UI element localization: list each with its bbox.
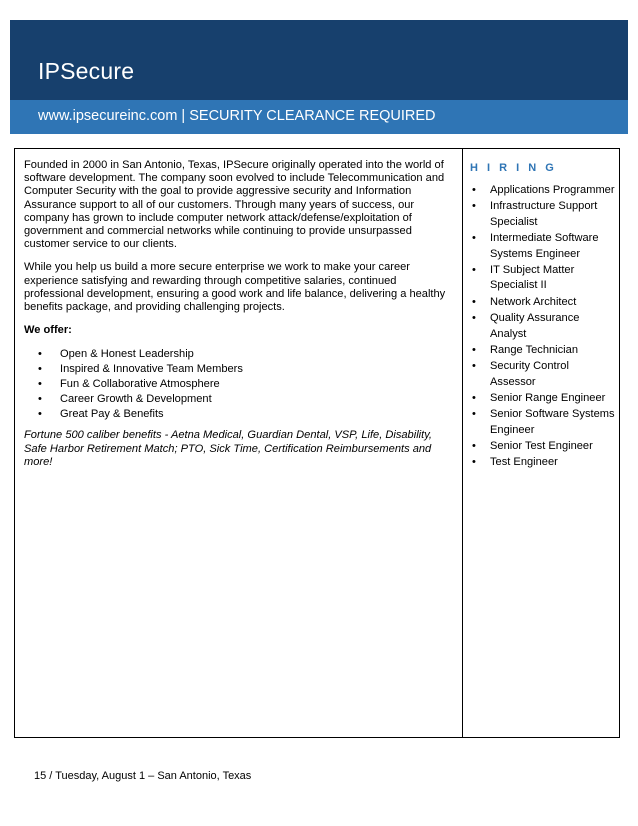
bullet-icon: • <box>472 359 476 372</box>
hiring-list <box>470 183 615 471</box>
benefits-paragraph: Fortune 500 caliber benefits - Aetna Medical, Guardian Dental, VSP, Life, Disability, Safe Harbor Retirement Match; PTO, Sick Time, Certification Reimbursements and more! <box>24 429 433 468</box>
header-banner <box>10 20 628 100</box>
bullet-icon: • <box>472 263 476 276</box>
bullet-icon: • <box>38 363 42 376</box>
job-item <box>470 311 615 342</box>
job-item <box>470 455 615 471</box>
bullet-icon: • <box>472 199 476 212</box>
offer-list <box>24 347 450 421</box>
hiring-sidebar <box>470 161 615 471</box>
bullet-icon: • <box>472 183 476 196</box>
column-divider <box>462 149 463 737</box>
bullet-icon: • <box>472 439 476 452</box>
job-item <box>470 199 615 230</box>
job-item <box>470 407 615 438</box>
job-item-label: Infrastructure Support Specialist <box>490 199 598 228</box>
job-item <box>470 183 615 199</box>
job-item-label: Network Architect <box>490 295 577 308</box>
job-item-label: Senior Test Engineer <box>490 439 593 452</box>
company-title: IPSecure <box>38 58 135 84</box>
job-item-label: Range Technician <box>490 343 578 356</box>
bullet-icon: • <box>472 231 476 244</box>
offer-item <box>24 407 450 422</box>
job-item <box>470 295 615 311</box>
bullet-icon: • <box>472 391 476 404</box>
subtitle-text: www.ipsecureinc.com | SECURITY CLEARANCE REQUIRED <box>38 108 436 124</box>
subtitle-bar <box>10 100 628 134</box>
job-item <box>470 439 615 455</box>
offer-item-label: Career Growth & Development <box>60 392 212 405</box>
offer-item-label: Open & Honest Leadership <box>60 348 194 361</box>
job-item <box>470 391 615 407</box>
job-item-label: Test Engineer <box>490 456 558 469</box>
bullet-icon: • <box>38 348 42 361</box>
offer-item-label: Great Pay & Benefits <box>60 407 164 420</box>
offer-item-label: Fun & Collaborative Atmosphere <box>60 378 220 391</box>
bullet-icon: • <box>472 456 476 469</box>
offer-item <box>24 377 450 392</box>
job-item-label: Quality Assurance Analyst <box>490 311 580 340</box>
job-item <box>470 231 615 262</box>
bullet-icon: • <box>472 343 476 356</box>
job-item-label: IT Subject Matter Specialist II <box>490 263 575 292</box>
offer-item <box>24 362 450 377</box>
main-column <box>24 159 450 479</box>
hiring-title: H I R I N G <box>470 162 557 174</box>
career-paragraph: While you help us build a more secure enterprise we work to make your career experience satisfying and rewarding through competitive salaries, continued professional development, ensuring a good work and life balance, delivering a healthy benefits package, and providing challenging projects. <box>24 261 446 314</box>
job-item-label: Security Control Assessor <box>490 359 569 388</box>
bullet-icon: • <box>38 392 42 405</box>
offer-item <box>24 392 450 407</box>
job-item <box>470 359 615 390</box>
offer-label: We offer: <box>24 324 72 337</box>
job-item <box>470 343 615 359</box>
offer-item-label: Inspired & Innovative Team Members <box>60 363 243 376</box>
job-item-label: Applications Programmer <box>490 183 615 196</box>
job-item-label: Senior Range Engineer <box>490 391 606 404</box>
bullet-icon: • <box>38 378 42 391</box>
content-box <box>14 148 620 738</box>
job-item-label: Senior Software Systems Engineer <box>490 408 615 436</box>
offer-item <box>24 347 450 362</box>
bullet-icon: • <box>472 311 476 324</box>
about-paragraph: Founded in 2000 in San Antonio, Texas, IPSecure originally operated into the world of software development. The company soon evolved to include Telecommunication and Computer Security with the goal to provide aggressive security and Information Assurance support to all of our customers. Through many years of success, our company has grown to include computer network attack/defense/exploitation of government and commercial networks while continuing to provide unsurpassed customer service to our clients. <box>24 159 445 251</box>
bullet-icon: • <box>472 295 476 308</box>
job-item-label: Intermediate Software Systems Engineer <box>490 231 599 260</box>
job-item <box>470 263 615 294</box>
page-footer: 15 / Tuesday, August 1 – San Antonio, Texas <box>34 770 252 782</box>
bullet-icon: • <box>472 408 476 421</box>
bullet-icon: • <box>38 407 42 420</box>
